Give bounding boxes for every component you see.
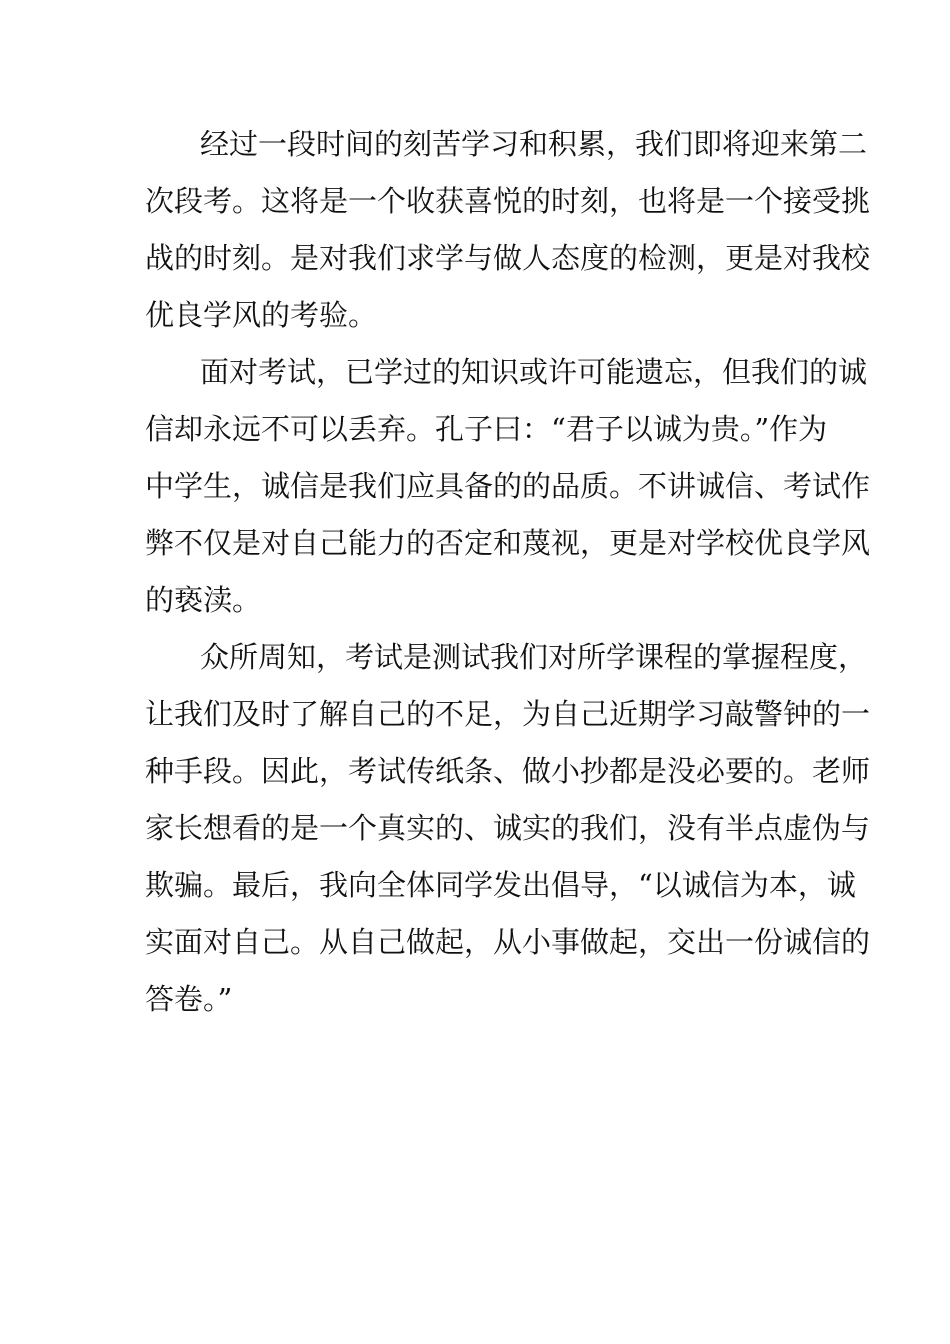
paragraph-line: 面对考试，已学过的知识或许可能遗忘，但我们的诚 (200, 355, 868, 389)
paragraph-1 (145, 116, 871, 344)
paragraph-line: 众所周知，考试是测试我们对所学课程的掌握程度， (200, 640, 868, 674)
paragraph-line: 经过一段时间的刻苦学习和积累，我们即将迎来第二 (200, 127, 868, 161)
paragraph-line: 种手段。因此，考试传纸条、做小抄都是没必要的。老师 (145, 754, 871, 788)
paragraph-line: 优良学风的考验。 (145, 298, 378, 332)
paragraph-line: 家长想看的是一个真实的、诚实的我们，没有半点虚伪与 (145, 811, 871, 845)
document-body (145, 116, 871, 1028)
paragraph-2 (145, 344, 871, 629)
paragraph-line: 答卷。” (145, 982, 233, 1016)
paragraph-line: 次段考。这将是一个收获喜悦的时刻，也将是一个接受挑 (145, 184, 871, 218)
paragraph-line: 欺骗。最后，我向全体同学发出倡导，“以诚信为本，诚 (145, 868, 856, 902)
paragraph-line: 战的时刻。是对我们求学与做人态度的检测，更是对我校 (145, 241, 871, 275)
paragraph-3 (145, 629, 871, 1028)
paragraph-line: 让我们及时了解自己的不足，为自己近期学习敲警钟的一 (145, 697, 871, 731)
paragraph-line: 弊不仅是对自己能力的否定和蔑视，更是对学校优良学风 (145, 526, 871, 560)
paragraph-line: 实面对自己。从自己做起，从小事做起，交出一份诚信的 (145, 925, 871, 959)
paragraph-line: 中学生，诚信是我们应具备的的品质。不讲诚信、考试作 (145, 469, 871, 503)
paragraph-line: 的亵渎。 (145, 583, 262, 617)
paragraph-line: 信却永远不可以丢弃。孔子曰：“君子以诚为贵。”作为 (145, 412, 828, 446)
